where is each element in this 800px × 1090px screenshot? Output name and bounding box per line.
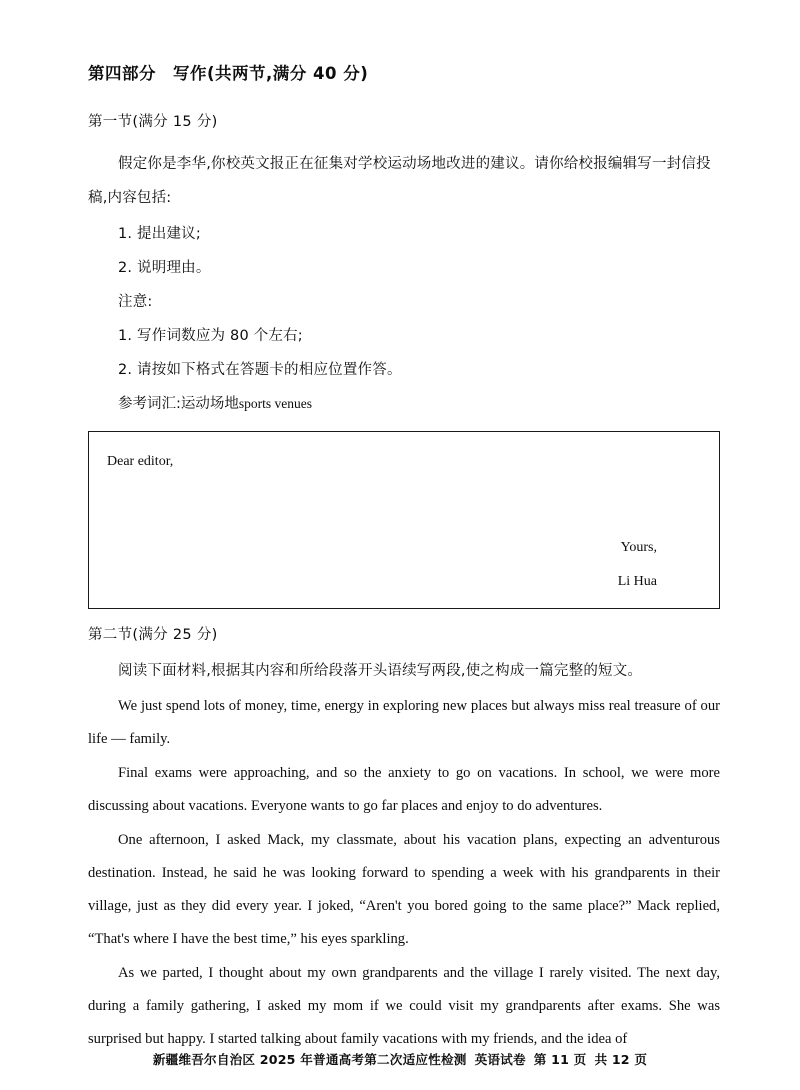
section-one-prompt: 假定你是李华,你校英文报正在征集对学校运动场地改进的建议。请你给校报编辑写一封信投稿,内容包括: [88,156,711,206]
section-one-heading: 第一节(满分 15 分) [88,114,218,130]
section-two-heading: 第二节(满分 25 分) [88,627,218,643]
story-paragraph-3: One afternoon, I asked Mack, my classmate, about his vacation plans, expecting an adventurous destination. Instead, he said he was looking forward to spending a week with his grandparents in their village, just as they did every year. I joked, “Aren't you bored going to the same place?” Mack replied, “That's where I have the best time,” his eyes sparkling. [88,832,720,947]
section-one-notice-2: 2. 请按如下格式在答题卡的相应位置作答。 [118,362,402,378]
vocabulary-label: 参考词汇: [118,396,181,412]
section-one-notice-label: 注意: [118,294,153,310]
letter-salutation: Dear editor, [107,454,174,469]
vocabulary-term-cn: 运动场地 [180,396,239,412]
footer-exam-name: 新疆维吾尔自治区 2025 年普通高考第二次适应性检测 [152,1052,467,1067]
vocabulary-term-en: sports venues [238,396,313,411]
page-footer [0,1049,800,1068]
footer-subject: 英语试卷 [474,1052,526,1067]
section-one-notice-1: 1. 写作词数应为 80 个左右; [118,328,303,344]
vocabulary-hint [88,387,720,421]
page-content [88,60,720,1057]
section-two-prompt: 阅读下面材料,根据其内容和所给段落开头语续写两段,使之构成一篇完整的短文。 [118,663,643,679]
story-paragraph-4: As we parted, I thought about my own grandparents and the village I rarely visited. The next day, during a family gathering, I asked my mom if we could visit my grandparents after exams. She was surprised but happy. I started talking about family vacations with my friends, and the idea of [88,965,720,1047]
story-paragraph-1: We just spend lots of money, time, energy in exploring new places but always miss real treasure of our life — family. [88,698,720,747]
footer-page-number: 第 11 页 [533,1052,587,1067]
section-one-item-2: 2. 说明理由。 [118,260,211,276]
section-one-item-1: 1. 提出建议; [118,226,201,242]
answer-box[interactable] [88,431,720,609]
part-heading: 第四部分 写作(共两节,满分 40 分) [88,64,369,83]
letter-sign-off: Yours, [620,540,657,555]
letter-signature: Li Hua [617,574,657,589]
footer-total-pages: 共 12 页 [594,1052,648,1067]
story-paragraph-2: Final exams were approaching, and so the anxiety to go on vacations. In school, we were more discussing about vacations. Everyone wants to go far places and enjoy to do adventures. [88,765,720,814]
